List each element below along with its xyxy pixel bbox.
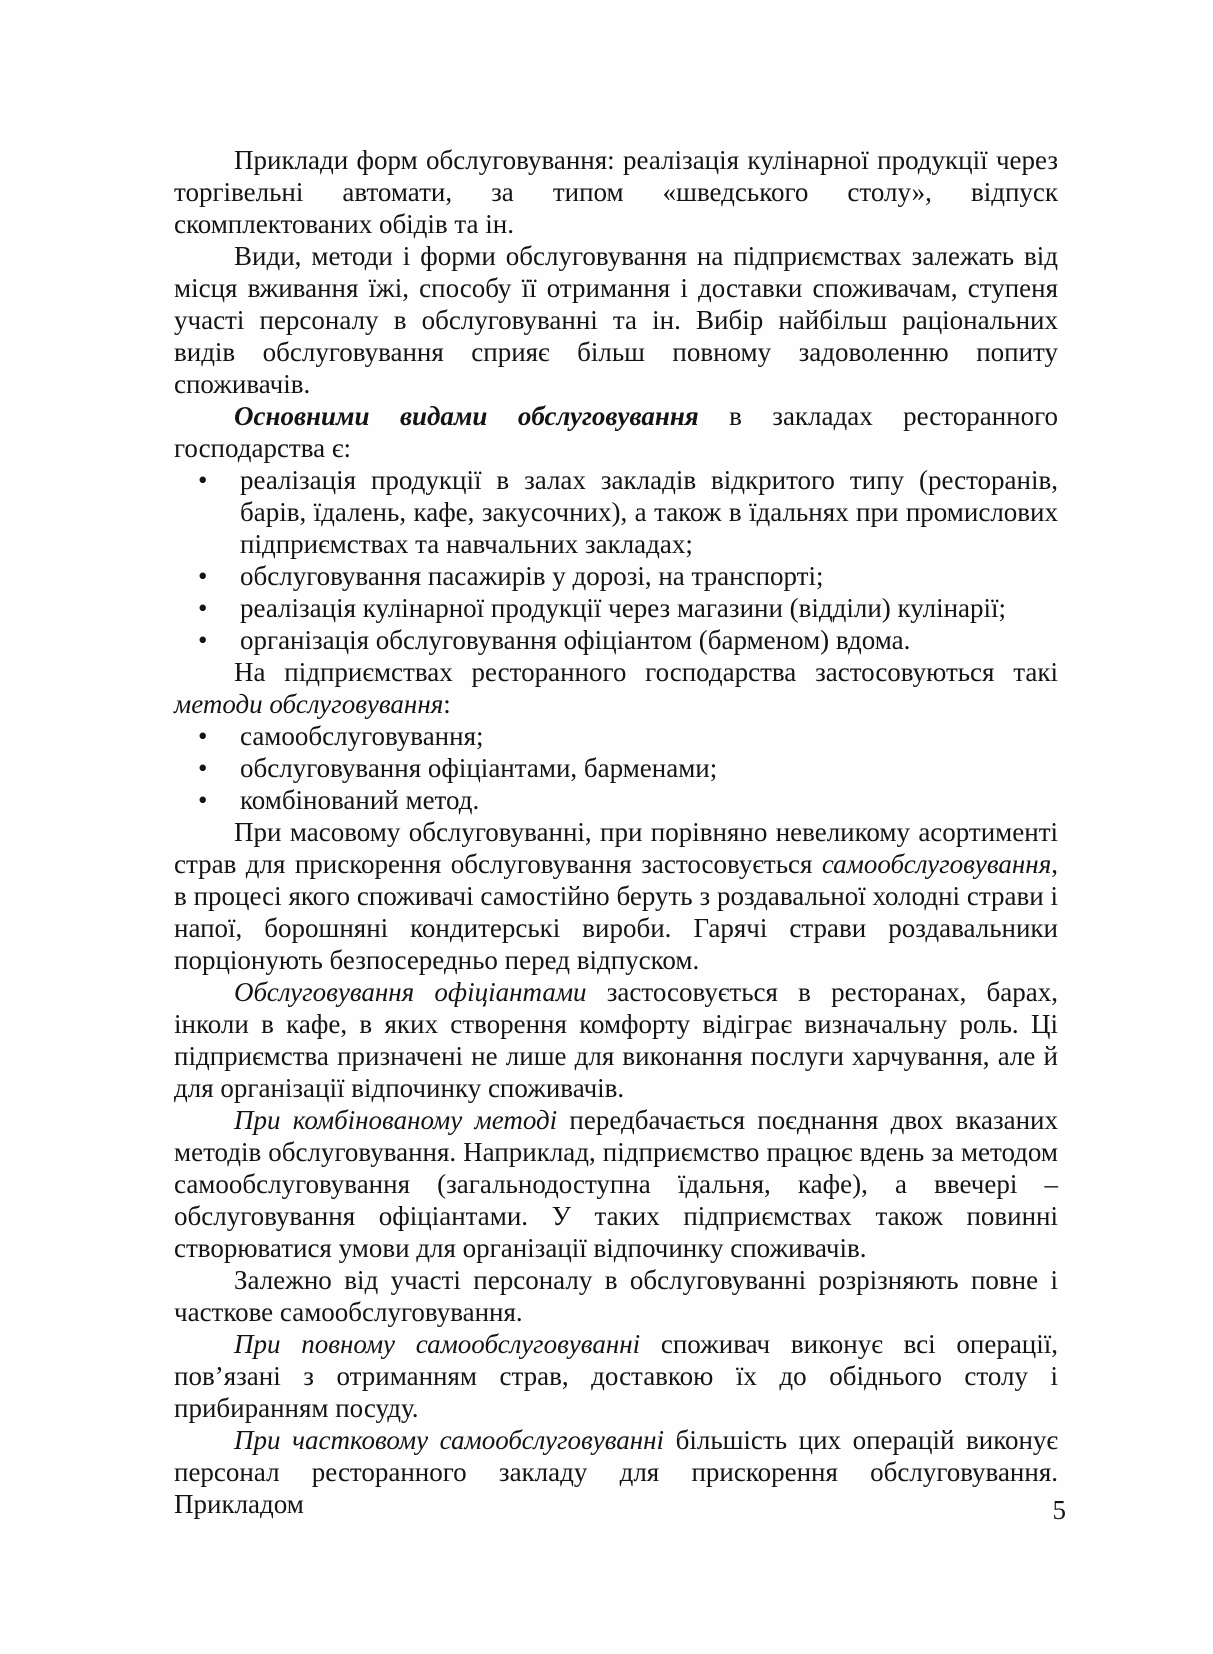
paragraph	[174, 656, 1058, 720]
text-run: :	[443, 689, 451, 719]
text-run: організація обслуговування офіціантом (барменом) вдома.	[240, 625, 911, 655]
text-run: застосовується в ресторанах, барах, інколи в кафе, в яких створення комфорту відіграє визначальну роль. Ці підприємства призначені не лише для виконання послуги харчування, але й для організації відпочинку споживачів.	[174, 977, 1058, 1103]
text-run: самообслуговування;	[240, 721, 484, 751]
text-run: Приклади форм обслуговування: реалізація кулінарної продукції через торгівельні автомати, за типом «шведського столу», відпуск скомплектованих обідів та ін.	[174, 145, 1058, 239]
text-run: комбінований метод.	[240, 785, 480, 815]
text-run: обслуговування пасажирів у дорозі, на транспорті;	[240, 561, 824, 591]
bullet-marker: •	[198, 465, 208, 495]
text-run: При масовому обслуговуванні, при порівняно невеликому асортименті страв для прискорення обслуговування застосовується	[174, 817, 1058, 879]
bullet-marker: •	[198, 753, 208, 783]
text-block	[174, 144, 1058, 1520]
text-run: , в процесі якого споживачі самостійно беруть з роздавальної холодні страви і напої, борошняні кондитерські вироби. Гарячі страви роздавальники порціонують безпосередньо перед відпуском.	[174, 849, 1058, 975]
text-run: реалізація продукції в залах закладів відкритого типу (ресторанів, барів, їдалень, кафе, закусочних), а також в їдальнях при промислових підприємствах та навчальних закладах;	[240, 465, 1058, 559]
paragraph	[174, 240, 1058, 400]
text-run: передбачається поєднання двох вказаних методів обслуговування. Наприклад, підприємство працює вдень за методом самообслуговування (загальнодоступна їдальня, кафе), а ввечері – обслуговування офіціантами. У таких підприємствах також повинні створюватися умови для організації відпочинку споживачів.	[174, 1105, 1058, 1263]
paragraph	[174, 816, 1058, 976]
list-item	[174, 752, 1058, 784]
text-run: При повному самообслуговуванні	[234, 1329, 641, 1359]
text-run: в закладах ресторанного господарства є:	[174, 401, 1058, 463]
text-run: самообслуговування	[821, 849, 1052, 879]
text-run: обслуговування офіціантами, барменами;	[240, 753, 718, 783]
text-run: Залежно від участі персоналу в обслуговуванні розрізняють повне і часткове самообслуговування.	[174, 1265, 1058, 1327]
list-item	[174, 592, 1058, 624]
list-item	[174, 464, 1058, 560]
text-run: При комбінованому методі	[234, 1105, 558, 1135]
bullet-marker: •	[198, 721, 208, 751]
list-item	[174, 624, 1058, 656]
text-run: більшість цих операцій виконує персонал ресторанного закладу для прискорення обслуговування. Прикладом	[174, 1425, 1058, 1519]
paragraph	[174, 1104, 1058, 1264]
text-run: Види, методи і форми обслуговування на підприємствах залежать від місця вживання їжі, способу її отримання і доставки споживачам, ступеня участі персоналу в обслуговуванні та ін. Вибір найбільш раціональних видів обслуговування сприяє більш повному задоволенню попиту споживачів.	[174, 241, 1058, 399]
paragraph	[174, 1264, 1058, 1328]
bullet-marker: •	[198, 561, 208, 591]
text-run: На підприємствах ресторанного господарства застосовуються такі	[234, 657, 1058, 687]
paragraph	[174, 1328, 1058, 1424]
page-number: 5	[1052, 1495, 1066, 1525]
bullet-marker: •	[198, 593, 208, 623]
bullet-marker: •	[198, 625, 208, 655]
text-run: Основними видами обслуговування	[234, 401, 699, 431]
text-run: реалізація кулінарної продукції через магазини (відділи) кулінарії;	[240, 593, 1007, 623]
text-run: методи обслуговування	[174, 689, 444, 719]
bullet-marker: •	[198, 785, 208, 815]
list-item	[174, 720, 1058, 752]
list-item	[174, 784, 1058, 816]
paragraph	[174, 976, 1058, 1104]
text-run: Обслуговування офіціантами	[234, 977, 587, 1007]
paragraph	[174, 144, 1058, 240]
text-run: споживач виконує всі операції, пов’язані з отриманням страв, доставкою їх до обіднього столу і прибиранням посуду.	[174, 1329, 1058, 1423]
list-item	[174, 560, 1058, 592]
text-run: При частковому самообслуговуванні	[234, 1425, 665, 1455]
paragraph	[174, 400, 1058, 464]
